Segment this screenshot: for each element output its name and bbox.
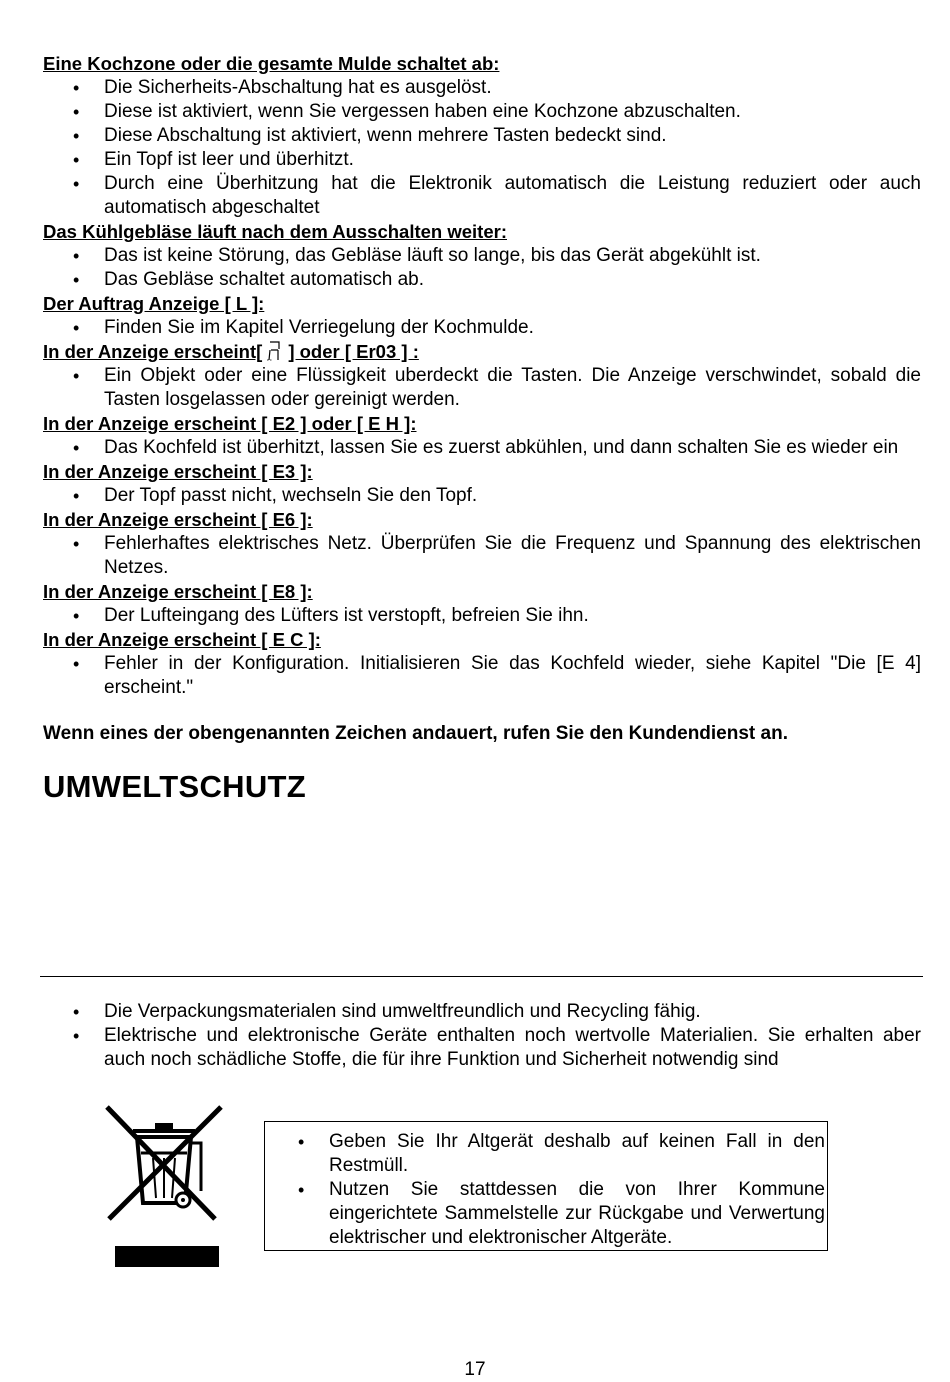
environment-title: UMWELTSCHUTZ [43,769,307,804]
list-item: • Das Gebläse schaltet automatisch ab. [43,268,921,292]
section-heading: Der Auftrag Anzeige [ L ]: [43,293,265,314]
troubleshooting-content [43,52,921,805]
title-divider [40,976,923,977]
list-item: • Der Lufteingang des Lüfters ist verstopft, befreien Sie ihn. [43,604,921,628]
bullet-list [43,604,921,628]
bullet-list [43,532,921,580]
bullet-list [43,1000,921,1072]
section-heading: Eine Kochzone oder die gesamte Mulde schaltet ab: [43,53,500,74]
bullet-list [43,244,921,292]
disposal-info-box [264,1121,828,1251]
final-note: Wenn eines der obengenannten Zeichen andauert, rufen Sie den Kundendienst an. [43,723,788,744]
list-item: • Das ist keine Störung, das Gebläse läuft so lange, bis das Gerät abgekühlt ist. [43,244,921,268]
page-number: 17 [464,1359,486,1380]
section-heading: Das Kühlgebläse läuft nach dem Ausschalten weiter: [43,221,507,242]
section-heading: In der Anzeige erscheint [ E8 ]: [43,581,313,602]
bullet-list [43,436,921,460]
list-item: • Geben Sie Ihr Altgerät deshalb auf keinen Fall in den Restmüll. [265,1130,827,1178]
bullet-list [43,316,921,340]
list-item: • Fehler in der Konfiguration. Initialisieren Sie das Kochfeld wieder, siehe Kapitel "Die [E 4] erscheint." [43,652,921,700]
list-item: • Elektrische und elektronische Geräte enthalten noch wertvolle Materialien. Sie erhalten aber auch noch schädliche Stoffe, die für ihre Funktion und Sicherheit notwendig sind [43,1024,921,1072]
list-item: • Ein Objekt oder eine Flüssigkeit uberdeckt die Tasten. Die Anzeige verschwindet, sobald die Tasten losgelassen oder gereinigt werden. [43,364,921,412]
section-heading: In der Anzeige erscheint [ E C ]: [43,629,321,650]
list-item: • Nutzen Sie stattdessen die von Ihrer Kommune eingerichtete Sammelstelle zur Rückgabe und Verwertung elektrischer und elektronischer Altgeräte. [265,1178,827,1250]
heading-text-post: ] oder [ Er03 ] : [288,341,419,362]
list-item: • Fehlerhaftes elektrisches Netz. Überprüfen Sie die Frequenz und Spannung des elektrischen Netzes. [43,532,921,580]
crossed-out-wheelie-bin-icon [103,1103,228,1273]
bullet-list [265,1130,827,1250]
section-heading: In der Anzeige erscheint [ E2 ] oder [ E H ]: [43,413,417,434]
list-item: • Diese ist aktiviert, wenn Sie vergessen haben eine Kochzone abzuschalten. [43,100,921,124]
list-item: • Finden Sie im Kapitel Verriegelung der Kochmulde. [43,316,921,340]
list-item: • Die Verpackungsmaterialen sind umweltfreundlich und Recycling fähig. [43,1000,921,1024]
section-heading: In der Anzeige erscheint [ E3 ]: [43,461,313,482]
section-heading [43,340,921,364]
bullet-list [43,364,921,412]
display-segment-icon [264,340,284,362]
heading-text-pre: In der Anzeige erscheint[ [43,341,263,362]
section-heading: In der Anzeige erscheint [ E6 ]: [43,509,313,530]
bullet-list [43,484,921,508]
environment-content [43,1000,921,1072]
list-item: • Das Kochfeld ist überhitzt, lassen Sie es zuerst abkühlen, und dann schalten Sie es wieder ein [43,436,921,460]
bullet-list [43,652,921,700]
list-item: • Diese Abschaltung ist aktiviert, wenn mehrere Tasten bedeckt sind. [43,124,921,148]
list-item: • Die Sicherheits-Abschaltung hat es ausgelöst. [43,76,921,100]
list-item: • Der Topf passt nicht, wechseln Sie den Topf. [43,484,921,508]
list-item: • Durch eine Überhitzung hat die Elektronik automatisch die Leistung reduziert oder auch automatisch abgeschaltet [43,172,921,220]
list-item: • Ein Topf ist leer und überhitzt. [43,148,921,172]
bullet-list [43,76,921,220]
